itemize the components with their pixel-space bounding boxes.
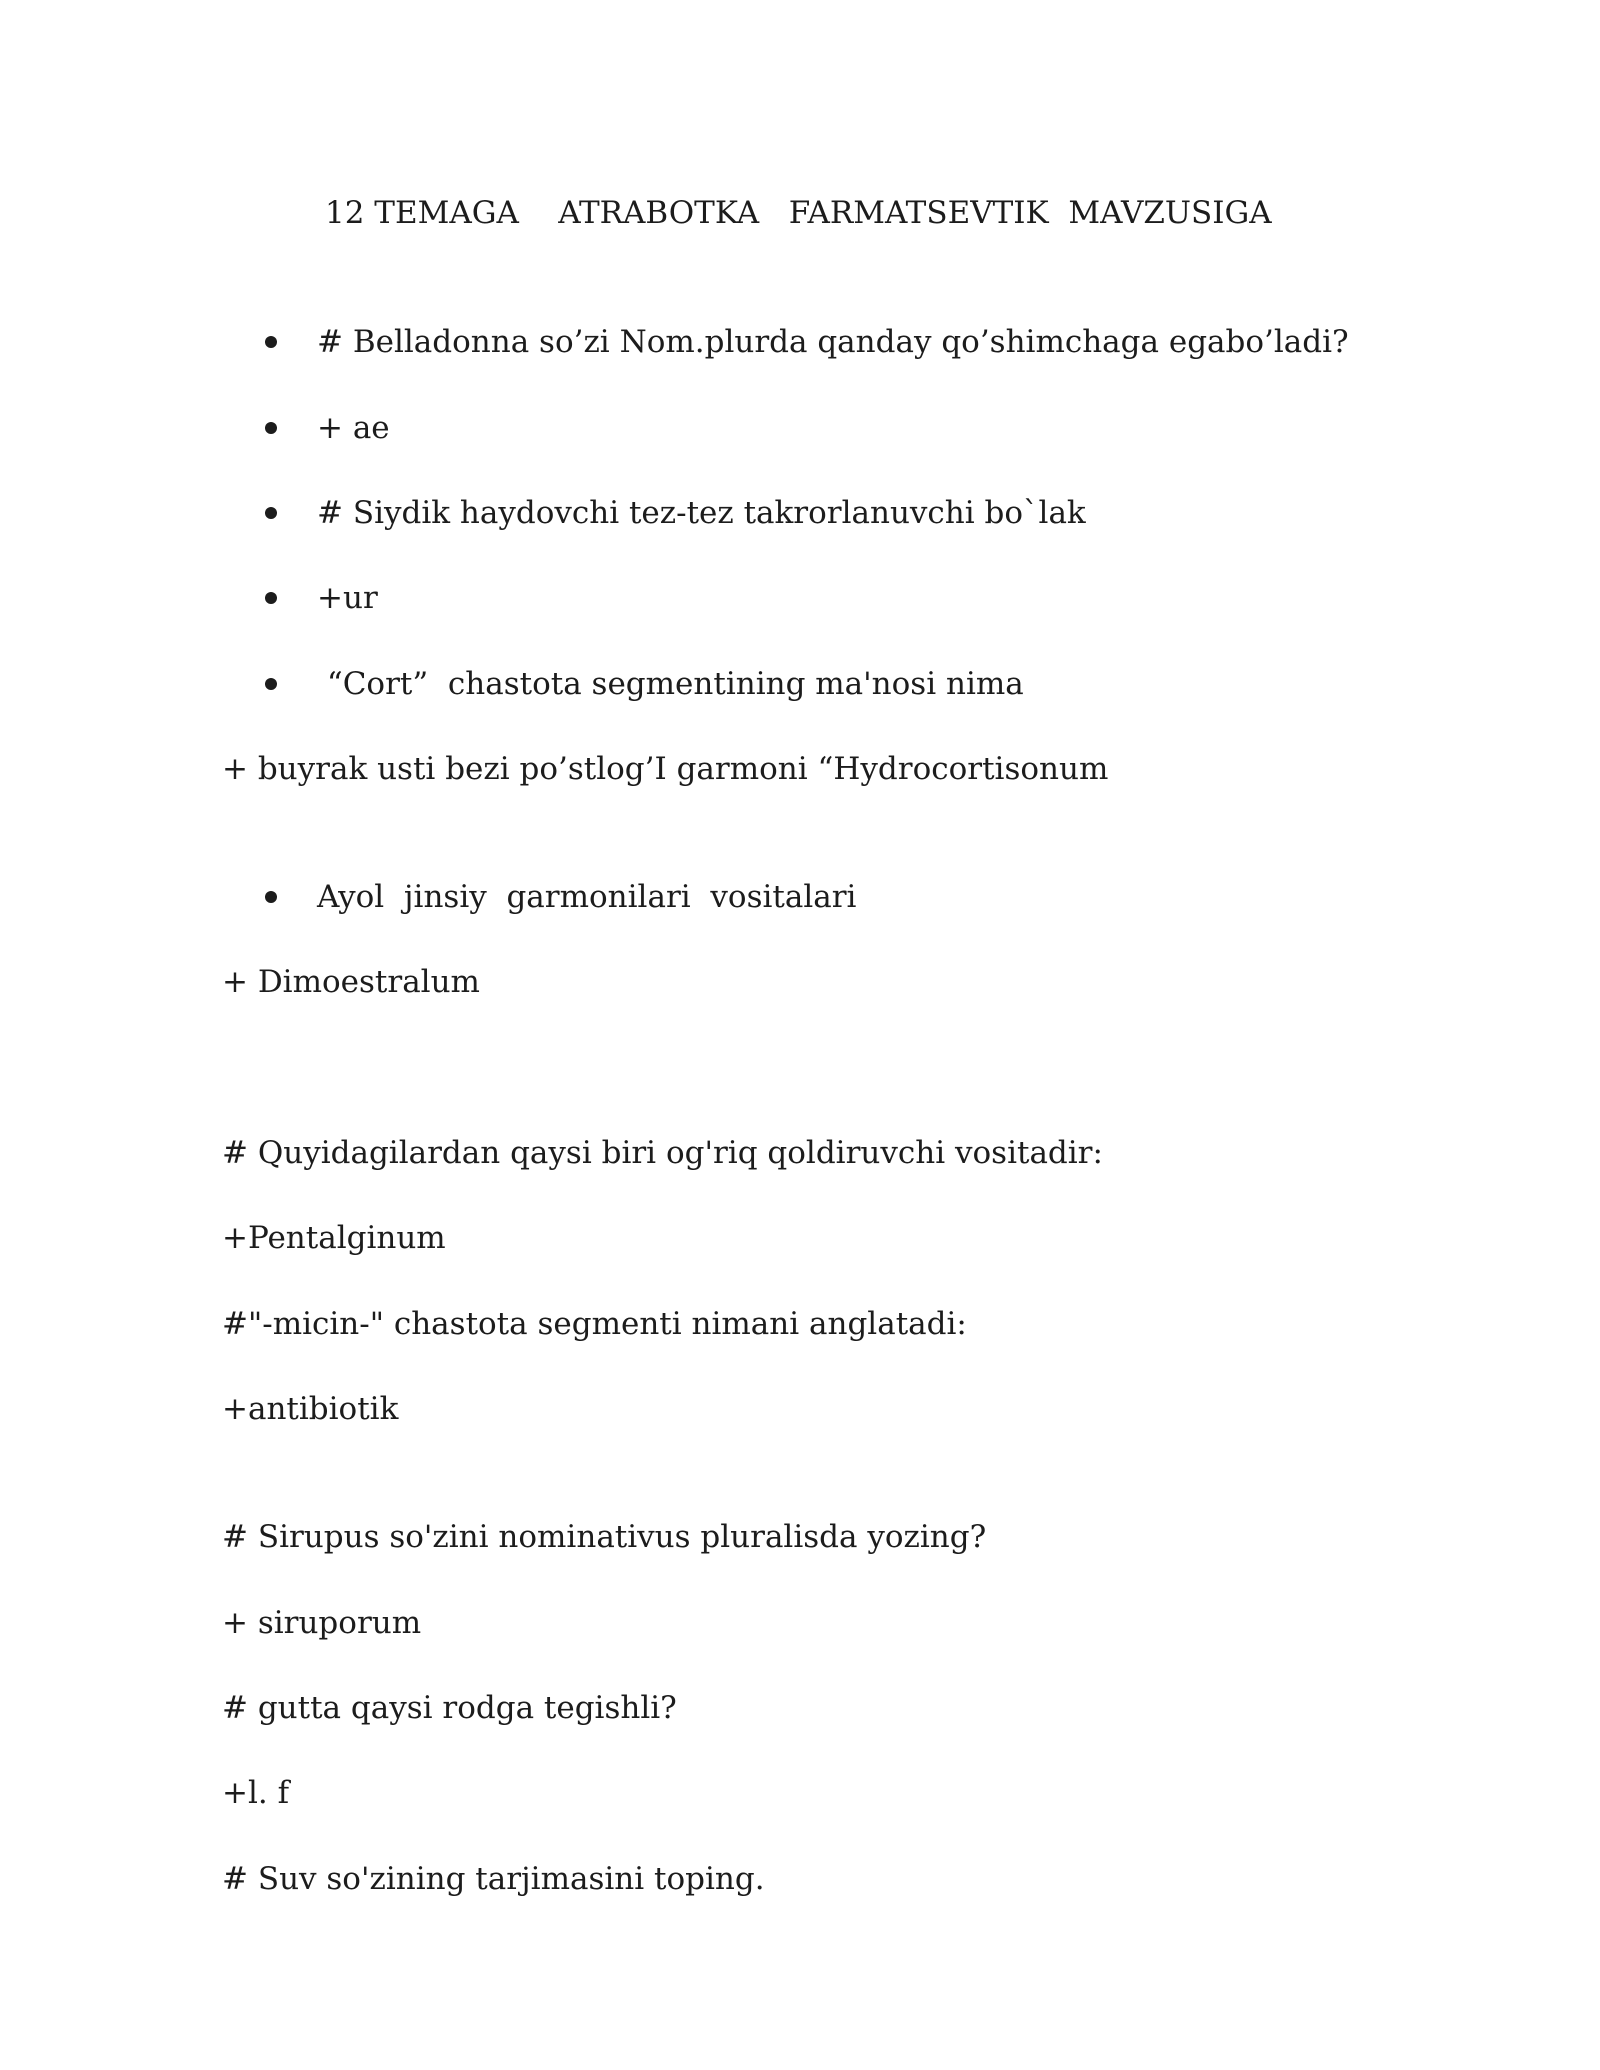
text-line: + buyrak usti bezi po’stlog’I garmoni “Hydrocortisonum xyxy=(222,751,1109,787)
list-item-text: # Belladonna so’zi Nom.plurda qanday qo’shimchaga egabo’ladi? xyxy=(317,324,1349,360)
text-line: # Quyidagilardan qaysi biri og'riq qoldiruvchi vositadir: xyxy=(222,1135,1103,1171)
text-line: # Sirupus so'zini nominativus pluralisda yozing? xyxy=(222,1519,987,1555)
bullet-icon xyxy=(265,678,277,690)
list-item-text: Ayol jinsiy garmonilari vositalari xyxy=(317,879,857,915)
text-line: + siruporum xyxy=(222,1605,422,1641)
list-item-text: +ur xyxy=(317,580,378,616)
text-line: #"-micin-" chastota segmenti nimani anglatadi: xyxy=(222,1306,967,1342)
list-item-text: + ae xyxy=(317,410,390,446)
bullet-icon xyxy=(265,422,277,434)
list-item-text: # Siydik haydovchi tez-tez takrorlanuvchi bo`lak xyxy=(317,495,1086,531)
bullet-icon xyxy=(265,507,277,519)
text-line: +l. f xyxy=(222,1775,290,1811)
text-line: +antibiotik xyxy=(222,1391,399,1427)
bullet-icon xyxy=(265,592,277,604)
bullet-icon xyxy=(265,336,277,348)
text-line: + Dimoestralum xyxy=(222,964,480,1000)
document-title: 12 TEMAGA ATRABOTKA FARMATSEVTIK MAVZUSIGA xyxy=(325,195,1272,231)
bullet-icon xyxy=(265,891,277,903)
text-line: # Suv so'zining tarjimasini toping. xyxy=(222,1861,765,1897)
list-item-text: “Cort” chastota segmentining ma'nosi nima xyxy=(317,666,1024,702)
text-line: # gutta qaysi rodga tegishli? xyxy=(222,1690,677,1726)
text-line: +Pentalginum xyxy=(222,1220,446,1256)
